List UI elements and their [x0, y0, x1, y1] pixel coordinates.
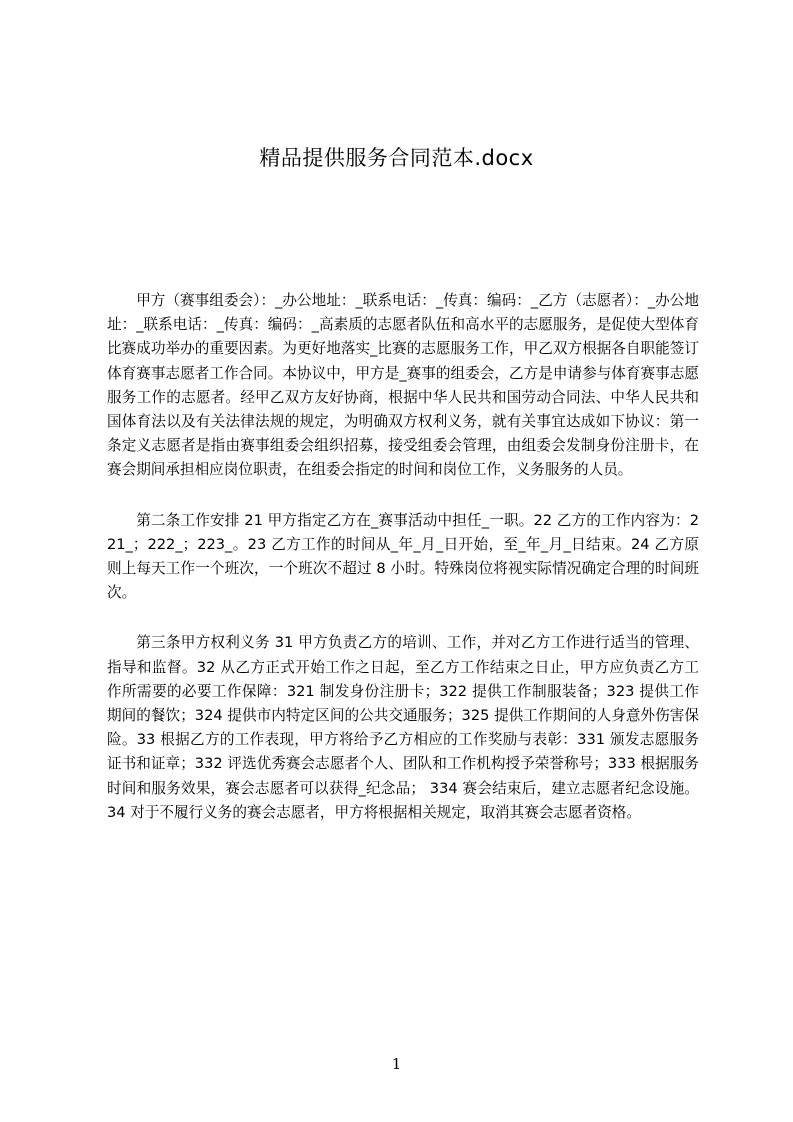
paragraph-3: 第三条甲方权利义务 31 甲方负责乙方的培训、工作，并对乙方工作进行适当的管理、指导和监督。32 从乙方正式开始工作之日起，至乙方工作结束之日止，甲方应负责乙方工作所需要的必要工作保障：321 制发身份注册卡；322 提供工作制服装备；323 提供工作期间的餐饮；324 提供市内特定区间的公共交通服务；325 提供工作期间的人身意外伤害保险。33 根据乙方的工作表现，甲方将给予乙方相应的工作奖励与表彰：331 颁发志愿服务证书和证章；332 评选优秀赛会志愿者个人、团队和工作机构授予荣誉称号；333 根据服务时间和服务效果，赛会志愿者可以获得_纪念品； 334 赛会结束后，建立志愿者纪念设施。34 对于不履行义务的赛会志愿者，甲方将根据相关规定，取消其赛会志愿者资格。 [107, 634, 699, 821]
document-body [107, 289, 699, 851]
page-number: 1 [391, 1055, 402, 1073]
document-title: 精品提供服务合同范本.docx [259, 146, 534, 170]
paragraph-1: 甲方（赛事组委会）：_办公地址：_联系电话：_传真：编码：_乙方（志愿者）：_办公地址：_联系电话：_传真：编码：_高素质的志愿者队伍和高水平的志愿服务，是促使大型体育比赛成功举办的重要因素。为更好地落实_比赛的志愿服务工作，甲乙双方根据各自职能签订体育赛事志愿者工作合同。本协议中，甲方是_赛事的组委会，乙方是申请参与体育赛事志愿服务工作的志愿者。经甲乙双方友好协商，根据中华人民共和国劳动合同法、中华人民共和国体育法以及有关法律法规的规定，为明确双方权利义务，就有关事宜达成如下协议：第一条定义志愿者是指由赛事组委会组织招募，接受组委会管理，由组委会发制身份注册卡，在赛会期间承担相应岗位职责，在组委会指定的时间和岗位工作，义务服务的人员。 [107, 292, 699, 479]
paragraph-2: 第二条工作安排 21 甲方指定乙方在_赛事活动中担任_一职。22 乙方的工作内容为：221_；222_；223_。23 乙方工作的时间从_年_月_日开始，至_年_月_日结束。24 乙方原则上每天工作一个班次，一个班次不超过 8 小时。特殊岗位将视实际情况确定合理的时间班次。 [107, 511, 699, 602]
